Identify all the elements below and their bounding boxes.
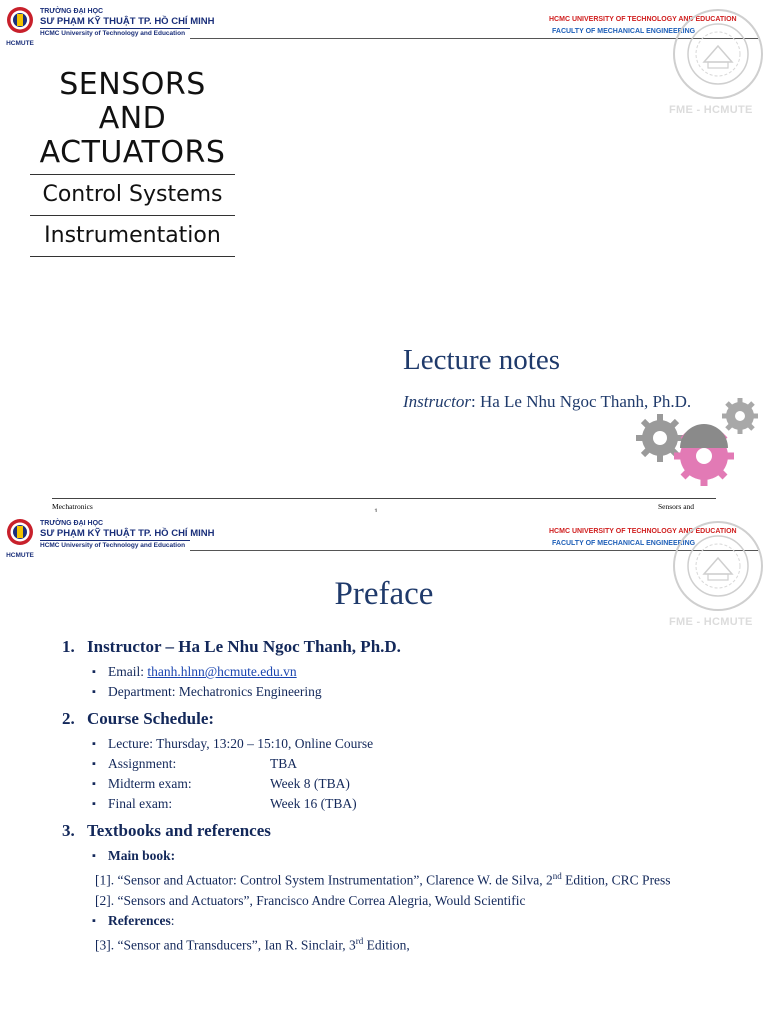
cover-rule: [30, 256, 235, 257]
reference-sup: nd: [552, 871, 562, 881]
section-number: 2.: [62, 709, 75, 728]
cover-rule: [30, 215, 235, 216]
section-schedule: [62, 708, 762, 730]
section-number: 3.: [62, 821, 75, 840]
reference-item: [62, 931, 762, 956]
section-instructor: [62, 636, 762, 658]
school-name-english: HCMC University of Technology and Education: [40, 30, 186, 37]
references-colon: :: [170, 912, 175, 928]
reference-sup: rd: [355, 935, 364, 946]
footer-left-line-1: Mechatronics: [52, 502, 93, 511]
reference-item: [2]. “Sensors and Actuators”, Francisco Andre Correa Alegria, Would Scientific: [95, 892, 526, 908]
header-rule: [40, 28, 190, 29]
schedule-value: Week 8 (TBA): [270, 776, 350, 791]
school-name-small: TRƯỜNG ĐẠI HỌC: [40, 8, 104, 15]
list-item: ▪ Lecture: Thursday, 13:20 – 15:10, Online Course: [92, 734, 762, 754]
email-label: Email:: [108, 664, 148, 679]
textbook-list: [62, 846, 762, 866]
slide-title: Preface: [334, 576, 434, 612]
instructor-label: Instructor: [403, 392, 471, 411]
list-item: [92, 911, 762, 931]
list-item: ▪ Department: Mechatronics Engineering: [92, 682, 762, 702]
section-title: Textbooks and references: [87, 821, 271, 840]
school-name-small: TRƯỜNG ĐẠI HỌC: [40, 520, 104, 527]
slide-2: [0, 512, 768, 1024]
instructor-name: : Ha Le Nhu Ngoc Thanh, Ph.D.: [471, 392, 692, 411]
schedule-value: Week 16 (TBA): [270, 796, 357, 811]
schedule-label: Midterm exam:: [108, 776, 192, 791]
cover-title-line-2: AND: [98, 101, 167, 136]
schedule-label: Assignment:: [108, 756, 177, 771]
preface-content: [62, 636, 762, 955]
schedule-label: Final exam:: [108, 796, 173, 811]
book-cover: [30, 68, 235, 261]
footer-rule: [52, 498, 716, 499]
cover-subtitle-2: Instrumentation: [44, 223, 221, 248]
reference-text: [1]. “Sensor and Actuator: Control System Instrumentation”, Clarence W. de Silva, 2: [95, 872, 553, 888]
reference-text: Edition,: [363, 937, 410, 952]
instructor-list: [62, 662, 762, 702]
logo-label: HCMUTE: [6, 552, 34, 559]
school-name: SƯ PHẠM KỸ THUẬT TP. HỒ CHÍ MINH: [40, 16, 215, 27]
watermark-text: FME - HCMUTE: [669, 616, 753, 628]
header-rule: [40, 540, 190, 541]
school-name-english: HCMC University of Technology and Education: [40, 542, 186, 549]
reference-list: [62, 911, 762, 931]
faculty-seal: [670, 6, 766, 102]
reference-text: [3]. “Sensor and Transducers”, Ian R. Sinclair, 3: [95, 937, 356, 952]
list-item: ▪ Main book:: [92, 846, 762, 866]
email-link[interactable]: thanh.hlnn@hcmute.edu.vn: [147, 664, 297, 679]
list-item: [92, 774, 762, 794]
university-english-title: HCMC UNIVERSITY OF TECHNOLOGY AND EDUCATION: [549, 16, 737, 23]
cover-title-line-3: ACTUATORS: [39, 135, 226, 170]
cover-rule: [30, 174, 235, 175]
watermark-text: FME - HCMUTE: [669, 104, 753, 116]
gears-icon: [632, 378, 764, 490]
university-english-title: HCMC UNIVERSITY OF TECHNOLOGY AND EDUCATION: [549, 528, 737, 535]
cover-subtitle-1: Control Systems: [42, 182, 223, 207]
list-item: [92, 794, 762, 814]
faculty-name: FACULTY OF MECHANICAL ENGINEERING: [552, 540, 696, 547]
section-number: 1.: [62, 637, 75, 656]
schedule-value: TBA: [270, 756, 297, 771]
hcmute-logo: [4, 517, 36, 561]
section-title: Instructor – Ha Le Nhu Ngoc Thanh, Ph.D.: [87, 637, 401, 656]
faculty-name: FACULTY OF MECHANICAL ENGINEERING: [552, 28, 696, 35]
schedule-list: [62, 734, 762, 814]
section-textbooks: [62, 820, 762, 842]
school-name: SƯ PHẠM KỸ THUẬT TP. HỒ CHÍ MINH: [40, 528, 215, 539]
logo-label: HCMUTE: [6, 40, 34, 47]
section-title: Course Schedule:: [87, 709, 215, 728]
reference-item: [62, 866, 762, 891]
hcmute-logo: [4, 5, 36, 49]
references-label: References: [108, 912, 171, 928]
footer-right-line-1: Sensors and: [658, 502, 695, 511]
cover-title-line-1: SENSORS: [59, 67, 206, 102]
list-item: [92, 662, 762, 682]
reference-text: Edition, CRC Press: [561, 872, 671, 888]
lecture-title: Lecture notes: [403, 344, 561, 376]
list-item: [92, 754, 762, 774]
